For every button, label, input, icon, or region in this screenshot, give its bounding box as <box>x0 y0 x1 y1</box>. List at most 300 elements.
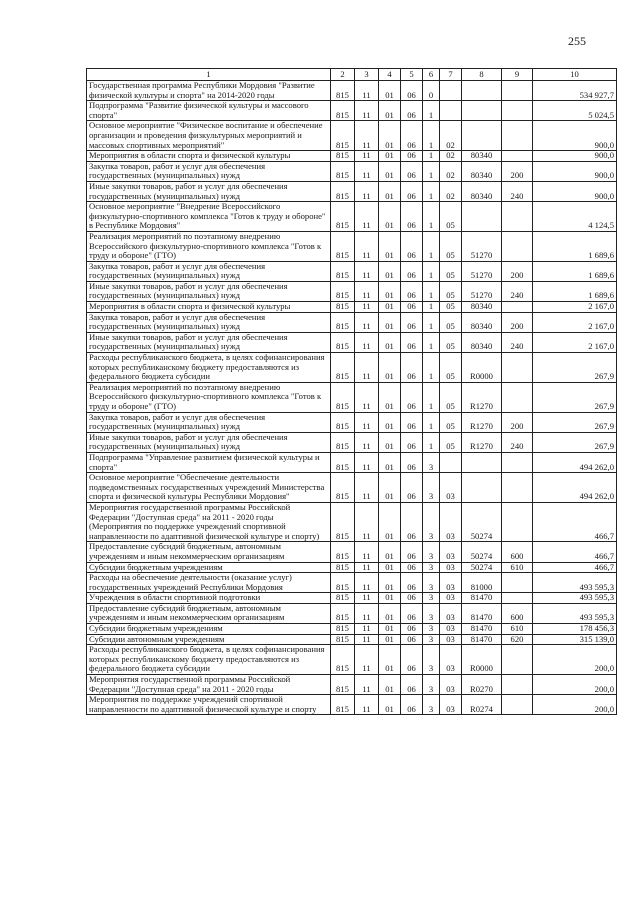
row-name: Мероприятия государственной программы Российской Федерации "Доступная среда" на 2011 - 2020 годы (Мероприятия по поддержке учреждений спортивной направленности по адаптивной физической культуре и спорту) <box>87 502 331 541</box>
row-name: Реализация мероприятий по поэтапному внедрению Всероссийского физкультурно-спортивного комплекса "Готов к труду и обороне" (ГТО) <box>87 231 331 261</box>
code-measure: 05 <box>440 202 462 232</box>
code-direction: R0274 <box>462 695 502 715</box>
code-expense-type: 240 <box>502 332 533 352</box>
code-section: 11 <box>355 353 379 383</box>
table-row <box>87 312 617 332</box>
code-program: 06 <box>401 312 423 332</box>
code-program: 06 <box>401 432 423 452</box>
table-row <box>87 452 617 472</box>
code-direction: 80340 <box>462 312 502 332</box>
row-name: Предоставление субсидий бюджетным, автономным учреждениям и иным некоммерческим организациям <box>87 542 331 562</box>
code-expense-type <box>502 695 533 715</box>
code-subprogram: 3 <box>423 542 440 562</box>
code-admin: 815 <box>331 542 355 562</box>
code-expense-type <box>502 675 533 695</box>
code-subprogram: 1 <box>423 231 440 261</box>
code-subsection: 01 <box>379 562 401 573</box>
code-program: 06 <box>401 332 423 352</box>
code-program: 06 <box>401 562 423 573</box>
code-measure: 02 <box>440 161 462 181</box>
code-subprogram: 3 <box>423 695 440 715</box>
code-measure: 03 <box>440 562 462 573</box>
code-expense-type: 600 <box>502 542 533 562</box>
code-section: 11 <box>355 452 379 472</box>
code-section: 11 <box>355 473 379 503</box>
column-header: 7 <box>440 69 462 81</box>
code-direction <box>462 81 502 101</box>
code-admin: 815 <box>331 353 355 383</box>
code-subsection: 01 <box>379 281 401 301</box>
code-direction: 81000 <box>462 573 502 593</box>
column-header: 1 <box>87 69 331 81</box>
table-row <box>87 181 617 201</box>
row-amount: 494 262,0 <box>533 473 617 503</box>
code-measure: 05 <box>440 332 462 352</box>
code-expense-type: 240 <box>502 281 533 301</box>
code-program: 06 <box>401 382 423 412</box>
code-expense-type: 620 <box>502 634 533 645</box>
row-name: Государственная программа Республики Мордовия "Развитие физической культуры и спорта" на 2014-2020 годы <box>87 81 331 101</box>
code-direction: 51270 <box>462 261 502 281</box>
code-subprogram: 1 <box>423 382 440 412</box>
code-measure <box>440 81 462 101</box>
code-subsection: 01 <box>379 161 401 181</box>
table-row <box>87 624 617 635</box>
code-subsection: 01 <box>379 473 401 503</box>
code-admin: 815 <box>331 382 355 412</box>
code-admin: 815 <box>331 281 355 301</box>
table-row <box>87 603 617 623</box>
code-subsection: 01 <box>379 645 401 675</box>
row-name: Закупка товаров, работ и услуг для обеспечения государственных (муниципальных) нужд <box>87 312 331 332</box>
table-row <box>87 542 617 562</box>
code-admin: 815 <box>331 695 355 715</box>
code-program: 06 <box>401 675 423 695</box>
code-subprogram: 1 <box>423 101 440 121</box>
code-program: 06 <box>401 81 423 101</box>
code-direction: 50274 <box>462 542 502 562</box>
code-direction: 80340 <box>462 332 502 352</box>
code-direction: 51270 <box>462 231 502 261</box>
code-subprogram: 1 <box>423 353 440 383</box>
code-program: 06 <box>401 261 423 281</box>
code-section: 11 <box>355 281 379 301</box>
table-row <box>87 593 617 604</box>
row-amount: 1 689,6 <box>533 231 617 261</box>
code-measure: 03 <box>440 695 462 715</box>
code-subsection: 01 <box>379 181 401 201</box>
code-direction: 80340 <box>462 302 502 313</box>
row-name: Иные закупки товаров, работ и услуг для обеспечения государственных (муниципальных) нужд <box>87 432 331 452</box>
code-direction: 81470 <box>462 603 502 623</box>
code-section: 11 <box>355 81 379 101</box>
code-expense-type <box>502 645 533 675</box>
row-amount: 2 167,0 <box>533 302 617 313</box>
code-subsection: 01 <box>379 695 401 715</box>
code-subsection: 01 <box>379 202 401 232</box>
code-program: 06 <box>401 161 423 181</box>
row-amount: 1 689,6 <box>533 281 617 301</box>
code-expense-type <box>502 502 533 541</box>
code-subprogram: 1 <box>423 302 440 313</box>
row-amount: 267,9 <box>533 432 617 452</box>
code-expense-type <box>502 231 533 261</box>
code-program: 06 <box>401 302 423 313</box>
row-amount: 466,7 <box>533 562 617 573</box>
code-measure: 02 <box>440 151 462 162</box>
code-direction: 81470 <box>462 593 502 604</box>
row-name: Закупка товаров, работ и услуг для обеспечения государственных (муниципальных) нужд <box>87 161 331 181</box>
code-admin: 815 <box>331 151 355 162</box>
row-name: Основное мероприятие "Физическое воспитание и обеспечение организации и проведения физкультурных мероприятий и массовых спортивных мероприятий" <box>87 121 331 151</box>
code-section: 11 <box>355 675 379 695</box>
code-measure: 05 <box>440 231 462 261</box>
table-row <box>87 645 617 675</box>
code-admin: 815 <box>331 261 355 281</box>
code-program: 06 <box>401 645 423 675</box>
code-subprogram: 3 <box>423 573 440 593</box>
code-measure <box>440 452 462 472</box>
code-direction: R1270 <box>462 432 502 452</box>
code-program: 06 <box>401 573 423 593</box>
code-subprogram: 1 <box>423 151 440 162</box>
row-amount: 267,9 <box>533 382 617 412</box>
row-amount: 466,7 <box>533 542 617 562</box>
code-section: 11 <box>355 312 379 332</box>
table-row <box>87 151 617 162</box>
code-subsection: 01 <box>379 432 401 452</box>
table-row <box>87 634 617 645</box>
row-amount: 493 595,3 <box>533 603 617 623</box>
row-name: Мероприятия в области спорта и физической культуры <box>87 151 331 162</box>
column-header: 8 <box>462 69 502 81</box>
code-subprogram: 1 <box>423 202 440 232</box>
column-header: 3 <box>355 69 379 81</box>
code-measure: 03 <box>440 624 462 635</box>
code-measure <box>440 101 462 121</box>
row-amount: 2 167,0 <box>533 312 617 332</box>
code-subprogram: 3 <box>423 593 440 604</box>
code-expense-type: 200 <box>502 161 533 181</box>
code-section: 11 <box>355 645 379 675</box>
row-name: Субсидии бюджетным учреждениям <box>87 562 331 573</box>
row-amount: 2 167,0 <box>533 332 617 352</box>
row-name: Реализация мероприятий по поэтапному внедрению Всероссийского физкультурно-спортивного комплекса "Готов к труду и обороне" (ГТО) <box>87 382 331 412</box>
table-row <box>87 332 617 352</box>
code-direction: 80340 <box>462 181 502 201</box>
header-row <box>87 69 617 81</box>
code-section: 11 <box>355 121 379 151</box>
code-admin: 815 <box>331 645 355 675</box>
column-header: 4 <box>379 69 401 81</box>
code-subprogram: 1 <box>423 181 440 201</box>
code-expense-type: 600 <box>502 603 533 623</box>
code-admin: 815 <box>331 432 355 452</box>
row-name: Основное мероприятие "Внедрение Всероссийского физкультурно-спортивного комплекса "Готов к труду и обороне" в Республике Мордовия" <box>87 202 331 232</box>
code-program: 06 <box>401 473 423 503</box>
code-expense-type <box>502 151 533 162</box>
table-row <box>87 573 617 593</box>
code-section: 11 <box>355 695 379 715</box>
row-name: Расходы республиканского бюджета, в целях софинансирования которых республиканскому бюджету предоставляются из федерального бюджета субсидии <box>87 353 331 383</box>
row-name: Субсидии автономным учреждениям <box>87 634 331 645</box>
code-section: 11 <box>355 151 379 162</box>
row-amount: 267,9 <box>533 353 617 383</box>
table-row <box>87 202 617 232</box>
code-section: 11 <box>355 161 379 181</box>
code-measure: 02 <box>440 121 462 151</box>
code-measure: 03 <box>440 502 462 541</box>
code-admin: 815 <box>331 634 355 645</box>
table-row <box>87 161 617 181</box>
code-direction <box>462 101 502 121</box>
code-subsection: 01 <box>379 573 401 593</box>
row-amount: 466,7 <box>533 502 617 541</box>
code-expense-type: 240 <box>502 181 533 201</box>
code-program: 06 <box>401 231 423 261</box>
code-program: 06 <box>401 542 423 562</box>
code-section: 11 <box>355 202 379 232</box>
code-expense-type <box>502 302 533 313</box>
code-subsection: 01 <box>379 502 401 541</box>
column-header: 6 <box>423 69 440 81</box>
code-subsection: 01 <box>379 593 401 604</box>
code-program: 06 <box>401 603 423 623</box>
table-row <box>87 281 617 301</box>
code-section: 11 <box>355 603 379 623</box>
code-section: 11 <box>355 634 379 645</box>
code-measure: 05 <box>440 353 462 383</box>
code-admin: 815 <box>331 332 355 352</box>
code-expense-type <box>502 473 533 503</box>
code-measure: 03 <box>440 542 462 562</box>
table-body <box>87 81 617 715</box>
row-name: Подпрограмма "Управление развитием физической культуры и спорта" <box>87 452 331 472</box>
code-subprogram: 1 <box>423 121 440 151</box>
code-admin: 815 <box>331 202 355 232</box>
column-header: 9 <box>502 69 533 81</box>
row-amount: 5 024,5 <box>533 101 617 121</box>
code-direction: 80340 <box>462 151 502 162</box>
code-section: 11 <box>355 181 379 201</box>
code-subprogram: 3 <box>423 634 440 645</box>
table-row <box>87 695 617 715</box>
code-subsection: 01 <box>379 675 401 695</box>
code-measure: 05 <box>440 412 462 432</box>
code-admin: 815 <box>331 161 355 181</box>
code-admin: 815 <box>331 452 355 472</box>
row-name: Мероприятия государственной программы Российской Федерации "Доступная среда" на 2011 - 2020 годы <box>87 675 331 695</box>
code-subsection: 01 <box>379 353 401 383</box>
code-subprogram: 1 <box>423 412 440 432</box>
table-row <box>87 675 617 695</box>
code-subprogram: 3 <box>423 502 440 541</box>
code-admin: 815 <box>331 603 355 623</box>
code-section: 11 <box>355 382 379 412</box>
code-section: 11 <box>355 562 379 573</box>
code-admin: 815 <box>331 81 355 101</box>
code-subprogram: 3 <box>423 645 440 675</box>
code-subprogram: 1 <box>423 161 440 181</box>
code-expense-type: 610 <box>502 624 533 635</box>
code-expense-type: 200 <box>502 412 533 432</box>
row-amount: 178 456,3 <box>533 624 617 635</box>
code-admin: 815 <box>331 412 355 432</box>
code-subsection: 01 <box>379 452 401 472</box>
code-section: 11 <box>355 432 379 452</box>
code-measure: 03 <box>440 634 462 645</box>
code-expense-type: 200 <box>502 312 533 332</box>
code-direction: 50274 <box>462 562 502 573</box>
code-direction <box>462 473 502 503</box>
code-program: 06 <box>401 281 423 301</box>
code-subprogram: 3 <box>423 473 440 503</box>
code-section: 11 <box>355 593 379 604</box>
row-amount: 267,9 <box>533 412 617 432</box>
code-section: 11 <box>355 231 379 261</box>
row-name: Подпрограмма "Развитие физической культуры и массового спорта" <box>87 101 331 121</box>
code-program: 06 <box>401 101 423 121</box>
code-expense-type: 610 <box>502 562 533 573</box>
code-admin: 815 <box>331 181 355 201</box>
code-section: 11 <box>355 502 379 541</box>
code-measure: 05 <box>440 302 462 313</box>
row-amount: 494 262,0 <box>533 452 617 472</box>
row-amount: 900,0 <box>533 121 617 151</box>
code-program: 06 <box>401 452 423 472</box>
column-header: 10 <box>533 69 617 81</box>
table-row <box>87 353 617 383</box>
code-expense-type <box>502 573 533 593</box>
code-measure: 03 <box>440 473 462 503</box>
code-expense-type <box>502 353 533 383</box>
code-subprogram: 1 <box>423 261 440 281</box>
code-subsection: 01 <box>379 542 401 562</box>
code-measure: 05 <box>440 382 462 412</box>
code-section: 11 <box>355 302 379 313</box>
code-program: 06 <box>401 593 423 604</box>
code-program: 06 <box>401 202 423 232</box>
code-direction: 50274 <box>462 502 502 541</box>
code-subsection: 01 <box>379 332 401 352</box>
code-program: 06 <box>401 695 423 715</box>
code-direction: 81470 <box>462 634 502 645</box>
row-amount: 493 595,3 <box>533 573 617 593</box>
code-admin: 815 <box>331 101 355 121</box>
row-amount: 200,0 <box>533 675 617 695</box>
table-row <box>87 81 617 101</box>
code-measure: 03 <box>440 573 462 593</box>
code-program: 06 <box>401 121 423 151</box>
row-amount: 200,0 <box>533 695 617 715</box>
row-amount: 900,0 <box>533 181 617 201</box>
code-measure: 05 <box>440 261 462 281</box>
code-program: 06 <box>401 412 423 432</box>
row-name: Расходы на обеспечение деятельности (оказание услуг) государственных учреждений Республики Мордовия <box>87 573 331 593</box>
row-amount: 493 595,3 <box>533 593 617 604</box>
table-row <box>87 502 617 541</box>
row-name: Закупка товаров, работ и услуг для обеспечения государственных (муниципальных) нужд <box>87 412 331 432</box>
code-section: 11 <box>355 624 379 635</box>
code-program: 06 <box>401 181 423 201</box>
code-expense-type: 240 <box>502 432 533 452</box>
code-subsection: 01 <box>379 81 401 101</box>
code-admin: 815 <box>331 562 355 573</box>
code-subsection: 01 <box>379 312 401 332</box>
code-program: 06 <box>401 151 423 162</box>
code-subprogram: 0 <box>423 81 440 101</box>
page-number: 255 <box>568 34 586 48</box>
code-subsection: 01 <box>379 412 401 432</box>
code-subsection: 01 <box>379 231 401 261</box>
code-subsection: 01 <box>379 151 401 162</box>
code-admin: 815 <box>331 675 355 695</box>
code-section: 11 <box>355 332 379 352</box>
code-measure: 02 <box>440 181 462 201</box>
table-row <box>87 261 617 281</box>
code-direction: 51270 <box>462 281 502 301</box>
row-amount: 315 139,0 <box>533 634 617 645</box>
code-subprogram: 1 <box>423 432 440 452</box>
code-admin: 815 <box>331 231 355 261</box>
row-name: Субсидии бюджетным учреждениям <box>87 624 331 635</box>
code-expense-type <box>502 382 533 412</box>
row-name: Иные закупки товаров, работ и услуг для обеспечения государственных (муниципальных) нужд <box>87 181 331 201</box>
code-expense-type: 200 <box>502 261 533 281</box>
code-measure: 05 <box>440 312 462 332</box>
code-subsection: 01 <box>379 382 401 412</box>
code-admin: 815 <box>331 502 355 541</box>
code-direction: 80340 <box>462 161 502 181</box>
code-subsection: 01 <box>379 101 401 121</box>
code-program: 06 <box>401 634 423 645</box>
table-row <box>87 562 617 573</box>
table-row <box>87 473 617 503</box>
code-admin: 815 <box>331 593 355 604</box>
code-measure: 05 <box>440 432 462 452</box>
row-name: Учреждения в области спортивной подготовки <box>87 593 331 604</box>
column-header: 5 <box>401 69 423 81</box>
row-amount: 534 927,7 <box>533 81 617 101</box>
code-section: 11 <box>355 573 379 593</box>
code-measure: 03 <box>440 675 462 695</box>
code-section: 11 <box>355 101 379 121</box>
table-row <box>87 101 617 121</box>
code-expense-type <box>502 452 533 472</box>
code-expense-type <box>502 121 533 151</box>
code-direction: R0000 <box>462 353 502 383</box>
code-program: 06 <box>401 353 423 383</box>
code-direction: R1270 <box>462 412 502 432</box>
code-measure: 03 <box>440 603 462 623</box>
code-expense-type <box>502 81 533 101</box>
budget-table <box>86 68 617 715</box>
code-direction: R1270 <box>462 382 502 412</box>
code-subprogram: 3 <box>423 562 440 573</box>
table-row <box>87 412 617 432</box>
code-subsection: 01 <box>379 261 401 281</box>
code-direction: R0270 <box>462 675 502 695</box>
table-row <box>87 432 617 452</box>
code-section: 11 <box>355 542 379 562</box>
row-name: Иные закупки товаров, работ и услуг для обеспечения государственных (муниципальных) нужд <box>87 332 331 352</box>
code-admin: 815 <box>331 312 355 332</box>
row-amount: 200,0 <box>533 645 617 675</box>
code-program: 06 <box>401 502 423 541</box>
code-measure: 05 <box>440 281 462 301</box>
row-amount: 4 124,5 <box>533 202 617 232</box>
code-section: 11 <box>355 261 379 281</box>
